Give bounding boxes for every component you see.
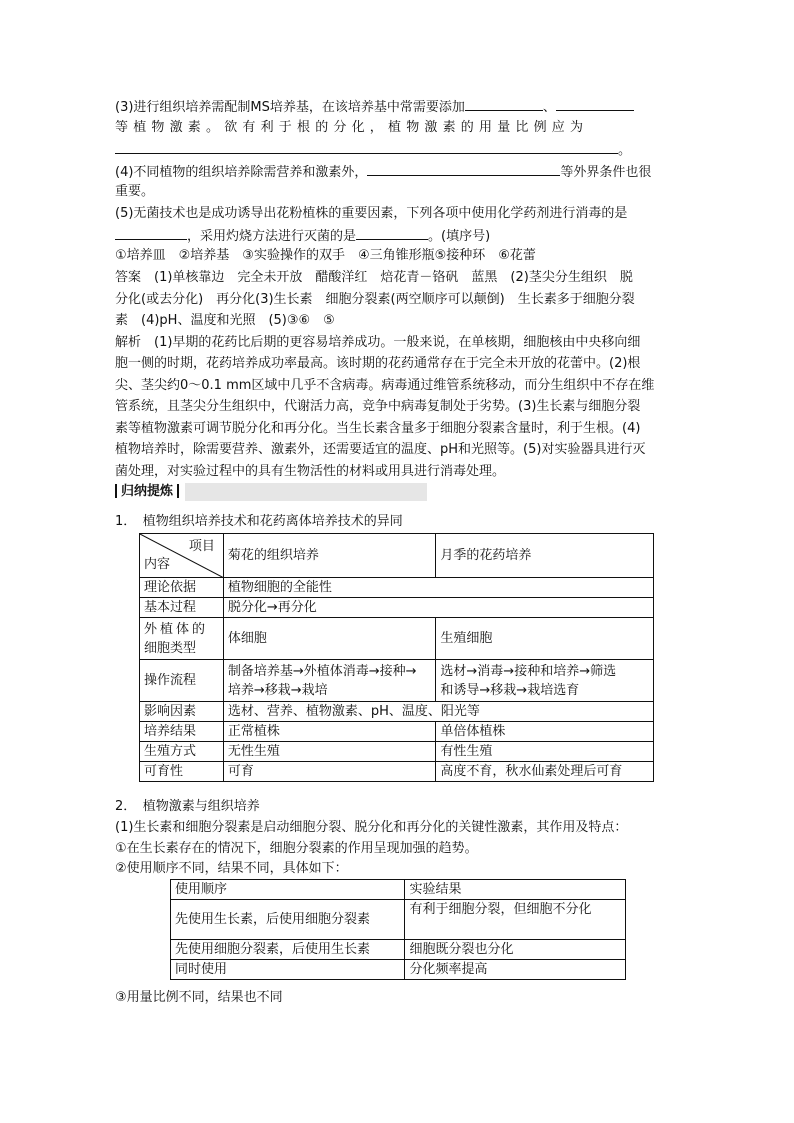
row-label: [140, 618, 224, 660]
q3-text-2: 等植物激素。欲有利于根的分化，植物激素的用量比例应为: [115, 120, 589, 135]
col2-header: 月季的花药培养: [436, 534, 654, 578]
corner-bottom-label: 内容: [144, 557, 171, 572]
table-row: [140, 618, 654, 660]
row-label: 可育性: [140, 762, 224, 782]
heading-right-marker: [177, 484, 179, 498]
table-row: [140, 660, 654, 702]
col1-header: 菊花的组织培养: [223, 534, 436, 578]
row-value: 正常植株: [223, 722, 436, 742]
row-value: [436, 660, 654, 702]
q4-text-end: 等外界条件也很: [560, 165, 652, 180]
item2-title: 2． 植物激素与组织培养: [115, 799, 260, 814]
row-label: 理论依据: [140, 578, 224, 598]
section-heading-text: 归纳提炼: [121, 484, 174, 499]
table-row: [171, 960, 626, 980]
q4-line1: [115, 161, 651, 183]
analysis-line5: 素等植物激素可调节脱分化和再分化。当生长素含量多于细胞分裂素含量时，利于生根。(4): [115, 421, 641, 436]
row-value-line2: 培养→移栽→栽培: [227, 682, 328, 698]
header-result: 实验结果: [405, 880, 626, 900]
q5-blank-2: [356, 225, 428, 240]
q3-line1: [115, 96, 634, 118]
order-cell: 先使用生长素，后使用细胞分裂素: [171, 900, 405, 940]
q5-line2: [115, 225, 490, 247]
q5-text-end: 。(填序号): [428, 229, 491, 244]
item2-line3: ②使用顺序不同，结果不同，具体如下：: [115, 861, 348, 876]
row-value: 选材、营养、植物激素、pH、温度、阳光等: [223, 702, 653, 722]
row-value: 有性生殖: [436, 742, 654, 762]
table-corner-cell: [140, 534, 224, 578]
section-heading: [115, 483, 185, 501]
q3-text: (3)进行组织培养需配制MS培养基，在该培养基中常需要添加: [115, 100, 465, 115]
header-order: 使用顺序: [171, 880, 405, 900]
analysis-line4: 管系统，且茎尖分生组织中，代谢活力高，竞争中病毒复制处于劣势。(3)生长素与细胞分裂: [115, 399, 641, 414]
table-row: [140, 702, 654, 722]
row-label: 操作流程: [140, 660, 224, 702]
q5-line1: (5)无菌技术也是成功诱导出花粉植株的重要因素，下列各项中使用化学药剂进行消毒的是: [115, 206, 628, 221]
result-cell: 分化频率提高: [405, 960, 626, 980]
table-row: [140, 598, 654, 618]
row-label: 培养结果: [140, 722, 224, 742]
answer-line3: 素 (4)pH、温度和光照 (5)③⑥ ⑤: [115, 313, 335, 328]
table-row: [171, 940, 626, 960]
q5-text-mid: ，采用灼烧方法进行灭菌的是: [187, 229, 357, 244]
analysis-line7: 菌处理，对实验过程中的具有生物活性的材料或用具进行消毒处理。: [115, 464, 506, 479]
table-row: [140, 742, 654, 762]
item2-line2: ①在生长素存在的情况下，细胞分裂素的作用呈现加强的趋势。: [115, 841, 478, 856]
analysis-line3: 尖、茎尖约0～0.1 mm区域中几乎不含病毒。病毒通过维管系统移动，而分生组织中不存在维: [115, 378, 655, 393]
row-value: 植物细胞的全能性: [223, 578, 653, 598]
q4-line2: 重要。: [115, 184, 155, 199]
q3-blank-3: [115, 139, 618, 154]
row-value-line1: 选材→消毒→接种和培养→筛选: [440, 663, 617, 679]
q3-blank-1: [465, 96, 543, 111]
q3-separator: 、: [542, 100, 556, 115]
row-label: 影响因素: [140, 702, 224, 722]
hormone-order-table: [170, 879, 626, 980]
q3-period: 。: [618, 143, 632, 158]
row-value: 脱分化→再分化: [223, 598, 653, 618]
item2-line1: (1)生长素和细胞分裂素是启动细胞分裂、脱分化和再分化的关键性激素，其作用及特点：: [115, 820, 628, 835]
order-cell: 同时使用: [171, 960, 405, 980]
q4-text: (4)不同植物的组织培养除需营养和激素外，: [115, 165, 368, 180]
row-value-line2: 和诱导→移栽→栽培选育: [440, 682, 580, 698]
answer-line1: 答案 (1)单核靠边 完全未开放 醋酸洋红 焙花青－铬矾 蓝黑 (2)茎尖分生组织 脱: [115, 270, 633, 285]
table-row: [140, 722, 654, 742]
answer-line2: 分化(或去分化) 再分化(3)生长素 细胞分裂素(两空顺序可以颠倒) 生长素多于细胞分裂: [115, 292, 635, 307]
item1-title: 1． 植物组织培养技术和花药离体培养技术的异同: [115, 514, 403, 529]
q5-blank-1: [115, 225, 187, 240]
row-label-line2: 细胞类型: [144, 640, 197, 656]
row-value: 无性生殖: [223, 742, 436, 762]
analysis-line1: 解析 (1)早期的花药比后期的更容易培养成功。一般来说，在单核期，细胞核由中央移向细: [115, 335, 641, 350]
row-value-line1: 制备培养基→外植体消毒→接种→: [227, 663, 417, 679]
section-heading-bar: [115, 483, 427, 501]
row-value: 高度不育，秋水仙素处理后可育: [436, 762, 654, 782]
result-cell: 有利于细胞分裂，但细胞不分化: [405, 900, 626, 940]
row-label: 基本过程: [140, 598, 224, 618]
table-header-row: [171, 880, 626, 900]
q3-blank-2: [556, 96, 634, 111]
analysis-line2: 胞一侧的时期，花药培养成功率最高。该时期的花药通常存在于完全未开放的花蕾中。(2)根: [115, 356, 641, 371]
q3-line3: [115, 139, 631, 161]
order-cell: 先使用细胞分裂素，后使用生长素: [171, 940, 405, 960]
comparison-table: [139, 533, 654, 782]
row-value: 单倍体植株: [436, 722, 654, 742]
item2-last-line: ③用量比例不同，结果也不同: [115, 990, 283, 1005]
corner-top-label: 项目: [188, 539, 215, 554]
table-header-row: [140, 534, 654, 578]
row-label-line1: 外植体的: [144, 621, 209, 637]
table-row: [140, 578, 654, 598]
table-row: [171, 900, 626, 940]
q3-line2: [115, 118, 588, 138]
row-value: 可育: [223, 762, 436, 782]
row-label: 生殖方式: [140, 742, 224, 762]
analysis-line6: 植物培养时，除需要营养、激素外，还需要适宜的温度、pH和光照等。(5)对实验器具进行灭: [115, 442, 646, 457]
row-value: [223, 660, 436, 702]
row-value: 生殖细胞: [436, 618, 654, 660]
q4-blank: [367, 161, 560, 176]
q5-options: ①培养皿 ②培养基 ③实验操作的双手 ④三角锥形瓶⑤接种环 ⑥花蕾: [115, 248, 536, 263]
table-row: [140, 762, 654, 782]
result-cell: 细胞既分裂也分化: [405, 940, 626, 960]
heading-left-marker: [115, 484, 117, 498]
row-value: 体细胞: [223, 618, 436, 660]
